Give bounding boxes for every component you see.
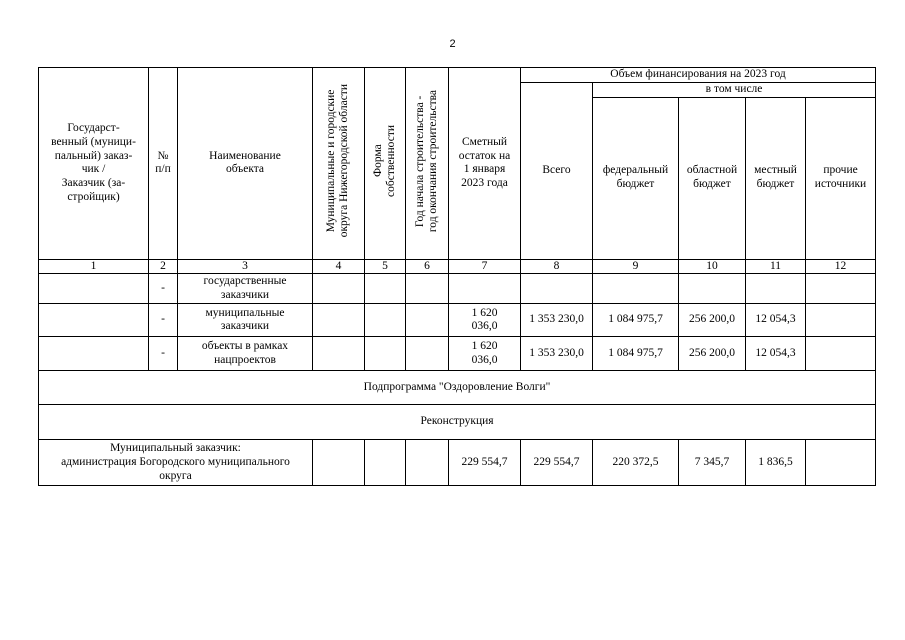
cell-years: [406, 440, 449, 486]
cell-estimate: 1 620 036,0: [449, 337, 521, 371]
cell-years: [406, 274, 449, 304]
header-estimate: Сметный остаток на 1 января 2023 года: [449, 68, 521, 260]
cell-name: государственные заказчики: [178, 274, 313, 304]
column-number: 2: [149, 259, 178, 274]
section-row: [39, 405, 876, 440]
cell-total: 1 353 230,0: [521, 337, 593, 371]
cell-ownership: [365, 274, 406, 304]
page-number: 2: [449, 38, 456, 50]
cell-estimate: [449, 274, 521, 304]
header-funding: Объем финансирования на 2023 год: [521, 68, 876, 83]
cell-customer: [39, 274, 149, 304]
column-number: 6: [406, 259, 449, 274]
funding-table: [38, 67, 876, 486]
cell-federal: [593, 274, 679, 304]
cell-total: 1 353 230,0: [521, 304, 593, 337]
cell-municipality: [313, 304, 365, 337]
header-years: Год начала строительства - год окончания строительства: [413, 89, 439, 232]
subprogram-row: [39, 371, 876, 405]
header-including: в том числе: [593, 82, 876, 97]
cell-municipality: [313, 440, 365, 486]
header-total: Всего: [521, 82, 593, 259]
header-local: местный бюджет: [746, 97, 806, 259]
header-regional: областной бюджет: [679, 97, 746, 259]
header-customer: Государст- венный (муници- пальный) заказ- чик / Заказчик (за- стройщик): [39, 68, 149, 260]
column-number: 5: [365, 259, 406, 274]
cell-municipality: [313, 337, 365, 371]
table-row: [39, 304, 876, 337]
section-title: Реконструкция: [39, 405, 876, 440]
cell-estimate: 229 554,7: [449, 440, 521, 486]
cell-local: 1 836,5: [746, 440, 806, 486]
header-years-cell: [406, 68, 449, 260]
cell-ownership: [365, 440, 406, 486]
column-number: 11: [746, 259, 806, 274]
municipal-customer: Муниципальный заказчик: администрация Богородского муниципального округа: [39, 440, 313, 486]
cell-regional: 7 345,7: [679, 440, 746, 486]
column-number-row: [39, 259, 876, 274]
header-ownership: Форма собственности: [371, 124, 397, 197]
column-number: 12: [806, 259, 876, 274]
column-number: 7: [449, 259, 521, 274]
cell-years: [406, 304, 449, 337]
header-municipality: Муниципальные и городские округа Нижегородской области: [325, 84, 351, 238]
column-number: 3: [178, 259, 313, 274]
header-object-name: Наименование объекта: [178, 68, 313, 260]
subprogram-title: Подпрограмма "Оздоровление Волги": [39, 371, 876, 405]
cell-local: 12 054,3: [746, 304, 806, 337]
table-row: [39, 337, 876, 371]
cell-number: -: [149, 274, 178, 304]
cell-customer: [39, 304, 149, 337]
cell-municipality: [313, 274, 365, 304]
header-other: прочие источники: [806, 97, 876, 259]
cell-regional: [679, 274, 746, 304]
column-number: 9: [593, 259, 679, 274]
cell-local: [746, 274, 806, 304]
cell-name: объекты в рамках нацпроектов: [178, 337, 313, 371]
column-number: 1: [39, 259, 149, 274]
cell-other: [806, 304, 876, 337]
cell-other: [806, 440, 876, 486]
table-row: [39, 274, 876, 304]
column-number: 10: [679, 259, 746, 274]
column-number: 4: [313, 259, 365, 274]
header-ownership-cell: [365, 68, 406, 260]
header-number: № п/п: [149, 68, 178, 260]
cell-number: -: [149, 304, 178, 337]
cell-federal: 1 084 975,7: [593, 337, 679, 371]
cell-estimate: 1 620 036,0: [449, 304, 521, 337]
column-number: 8: [521, 259, 593, 274]
cell-regional: 256 200,0: [679, 337, 746, 371]
cell-total: 229 554,7: [521, 440, 593, 486]
cell-federal: 1 084 975,7: [593, 304, 679, 337]
header-federal: федеральный бюджет: [593, 97, 679, 259]
cell-federal: 220 372,5: [593, 440, 679, 486]
cell-customer: [39, 337, 149, 371]
cell-local: 12 054,3: [746, 337, 806, 371]
cell-other: [806, 337, 876, 371]
cell-ownership: [365, 337, 406, 371]
header-municipality-cell: [313, 68, 365, 260]
municipal-customer-row: [39, 440, 876, 486]
cell-total: [521, 274, 593, 304]
cell-ownership: [365, 304, 406, 337]
cell-other: [806, 274, 876, 304]
cell-name: муниципальные заказчики: [178, 304, 313, 337]
cell-regional: 256 200,0: [679, 304, 746, 337]
cell-number: -: [149, 337, 178, 371]
cell-years: [406, 337, 449, 371]
